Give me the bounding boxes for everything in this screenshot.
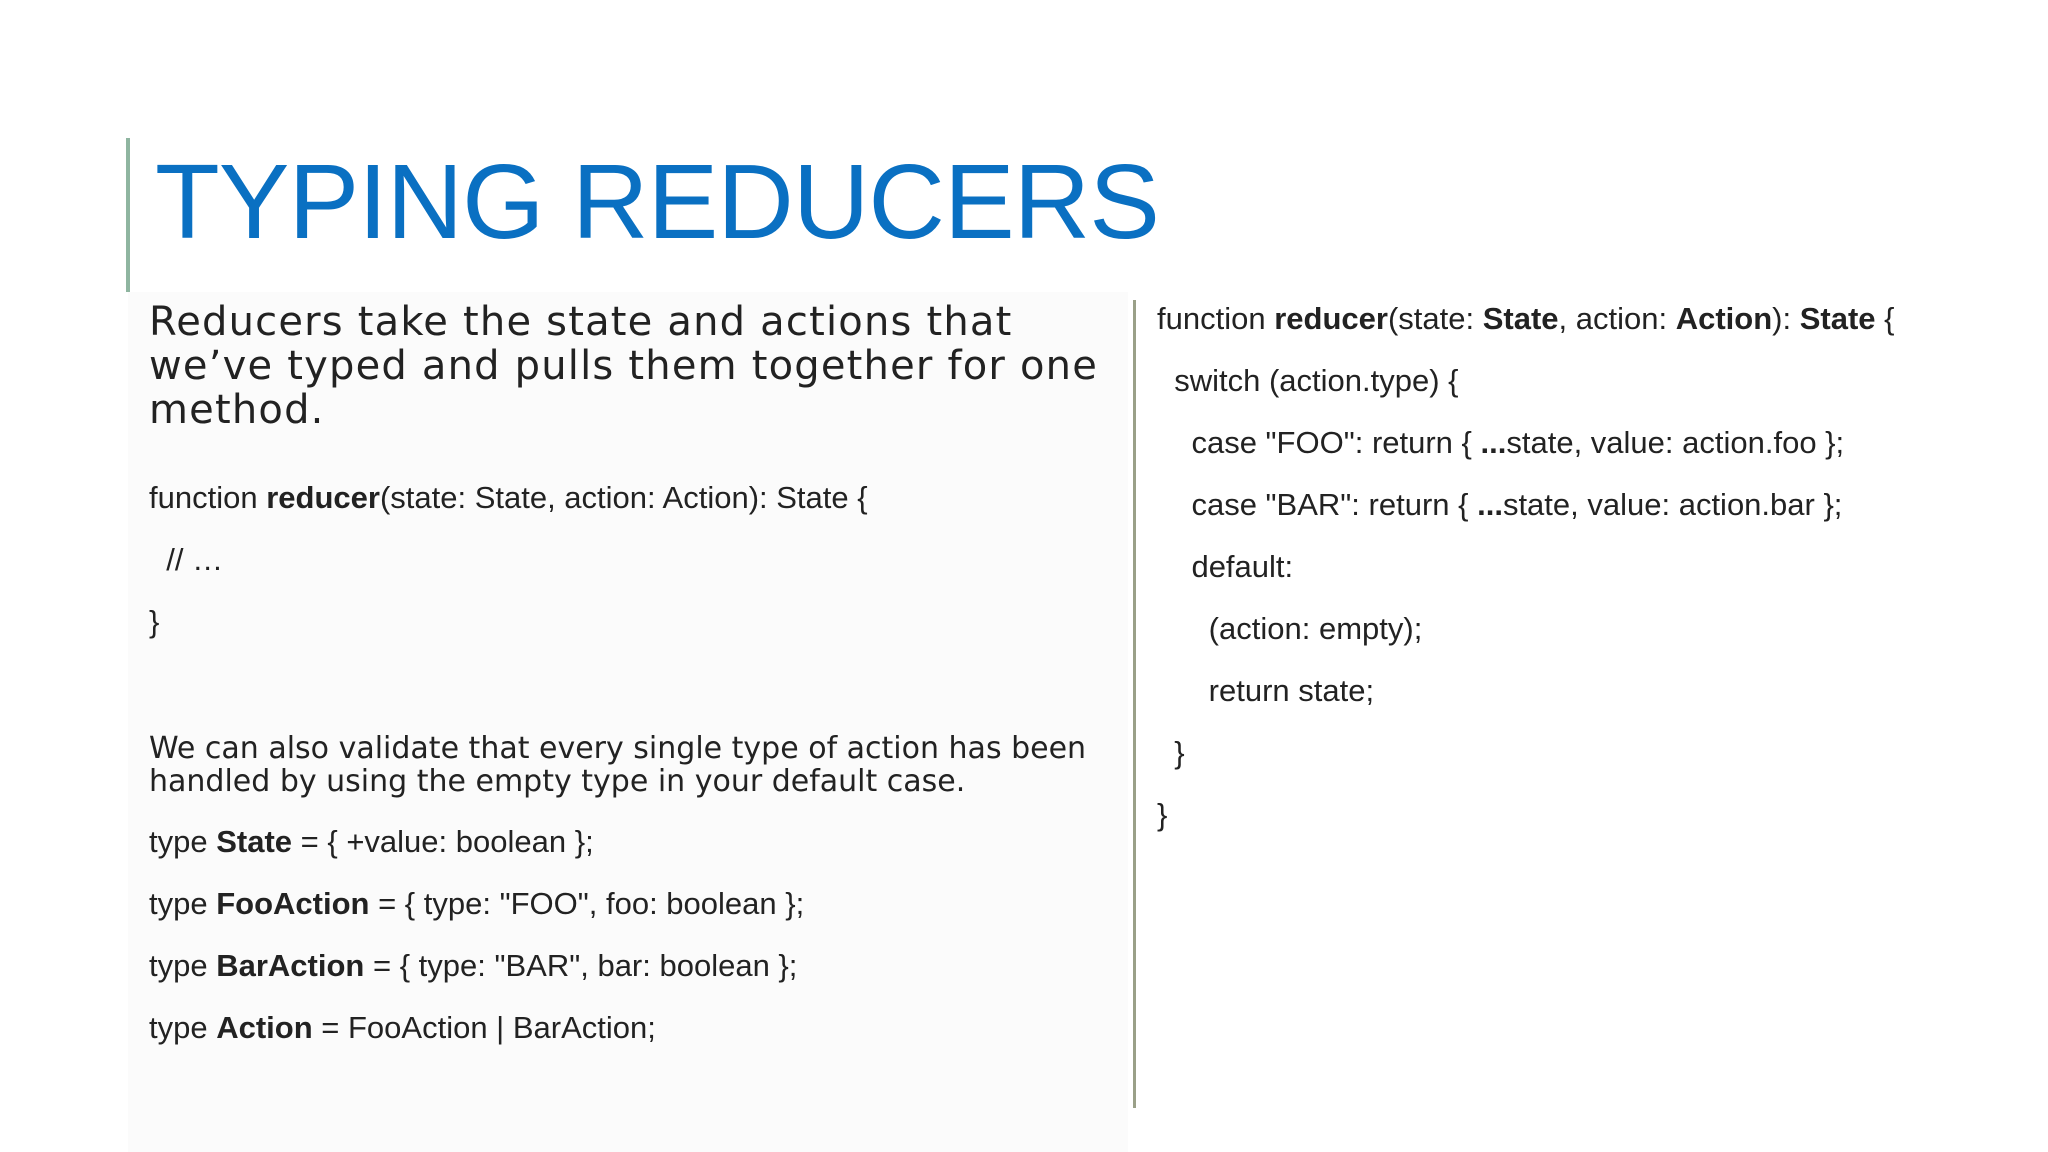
intro-text: Reducers take the state and actions that we’ve typed and pulls them together for one method. xyxy=(149,299,1099,433)
right-code-line-8: } xyxy=(1157,735,1185,770)
left-code-line-2: // … xyxy=(149,542,224,577)
column-divider xyxy=(1133,300,1136,1108)
type-state-line: type State = { +value: boolean }; xyxy=(149,824,594,859)
right-code-line-4: case "BAR": return { ...state, value: action.bar }; xyxy=(1157,487,1843,522)
validation-text: We can also validate that every single type of action has been handled by using the empty type in your default case. xyxy=(149,731,1087,799)
right-code-line-1: function reducer(state: State, action: Action): State { xyxy=(1157,301,1895,336)
type-baraction-line: type BarAction = { type: "BAR", bar: boolean }; xyxy=(149,948,798,983)
left-code-line-1: function reducer(state: State, action: Action): State { xyxy=(149,480,868,515)
title-accent-bar xyxy=(126,138,130,292)
right-code-line-6: (action: empty); xyxy=(1157,611,1423,646)
type-action-line: type Action = FooAction | BarAction; xyxy=(149,1010,656,1045)
slide-title: TYPING REDUCERS xyxy=(155,143,1159,261)
right-code-line-5: default: xyxy=(1157,549,1294,584)
type-fooaction-line: type FooAction = { type: "FOO", foo: boolean }; xyxy=(149,886,805,921)
right-code-line-7: return state; xyxy=(1157,673,1375,708)
right-code-line-9: } xyxy=(1157,797,1168,832)
left-code-line-3: } xyxy=(149,604,160,639)
right-code-line-3: case "FOO": return { ...state, value: action.foo }; xyxy=(1157,425,1845,460)
right-code-line-2: switch (action.type) { xyxy=(1157,363,1459,398)
